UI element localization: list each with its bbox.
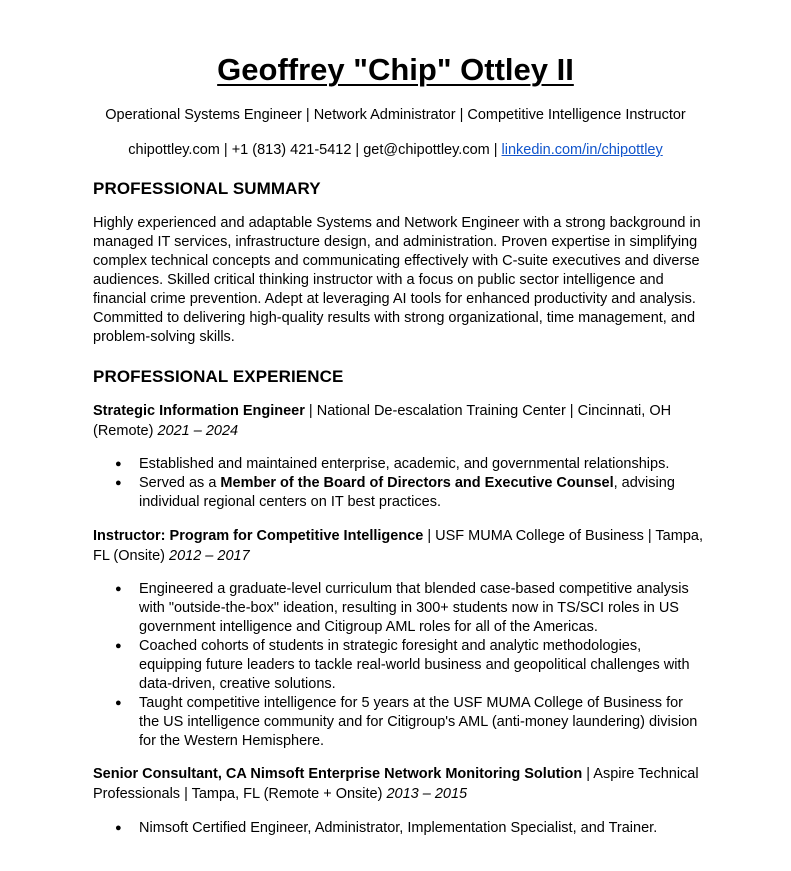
summary-heading: PROFESSIONAL SUMMARY [93,179,321,198]
list-item: ● Established and maintained enterprise, academic, and governmental relationships. [93,455,703,474]
list-item: ● Coached cohorts of students in strategic foresight and analytic methodologies, equipping future leaders to tackle real-world business and geopolitical challenges with data-driven, creative solutions. [93,637,703,694]
list-item: ● Engineered a graduate-level curriculum that blended case-based competitive analysis with "outside-the-box" ideation, resulting in 300+ students now in TS/SCI roles in US government intelligence and Citigroup AML roles for all of the Americas. [93,580,703,637]
job-title: Instructor: Program for Competitive Intelligence [93,528,424,544]
job-dates: 2013 – 2015 [386,785,468,802]
resume-subtitle: Operational Systems Engineer | Network Administrator | Competitive Intelligence Instructor [105,107,686,123]
contact-website: chipottley.com [128,142,220,158]
job-dates: 2021 – 2024 [157,422,239,439]
job-details: | Aspire Technical Professionals | Tampa, FL (Remote + Onsite) [93,766,699,802]
linkedin-link[interactable]: linkedin.com/in/chipottley [501,142,663,158]
job-bullets [93,819,703,838]
contact-phone: +1 (813) 421-5412 [231,142,352,158]
resume-name: Geoffrey "Chip" Ottley II [217,52,574,87]
list-item: ● Nimsoft Certified Engineer, Administrator, Implementation Specialist, and Trainer. [93,819,703,838]
job-header [93,402,703,441]
job-details: | National De-escalation Training Center | Cincinnati, OH (Remote) [93,403,672,439]
job-title: Senior Consultant, CA Nimsoft Enterprise Network Monitoring Solution [93,766,583,782]
job-title: Strategic Information Engineer [93,403,305,419]
summary-text: Highly experienced and adaptable Systems and Network Engineer with a strong background in managed IT services, infrastructure design, and administration. Proven expertise in simplifying complex technical concepts and communicating effectively with C-suite executives and diverse audiences. Skilled critical thinking instructor with a focus on public sector intelligence and financial crime prevention. Adept at leveraging AI tools for enhanced productivity and analysis. Committed to delivering high-quality results with strong organizational, time management, and problem-solving skills. [93,215,701,345]
experience-heading: PROFESSIONAL EXPERIENCE [93,367,344,386]
contact-email: get@chipottley.com [363,142,490,158]
list-item: ● Served as a Member of the Board of Directors and Executive Counsel, advising individual regional centers on IT best practices. [93,474,703,512]
contact-line: chipottley.com | +1 (813) 421-5412 | get@chipottley.com | linkedin.com/in/chipottley [128,142,663,158]
job-bullets [93,580,703,751]
job-dates: 2012 – 2017 [169,547,250,564]
list-item: ● Taught competitive intelligence for 5 years at the USF MUMA College of Business for the US intelligence community and for Citigroup's AML (anti-money laundering) division for the Western Hemisphere. [93,694,703,751]
job-details: | USF MUMA College of Business | Tampa, FL (Onsite) [93,528,703,564]
job-header [93,527,703,566]
job-header [93,765,703,804]
job-bullets [93,455,703,512]
